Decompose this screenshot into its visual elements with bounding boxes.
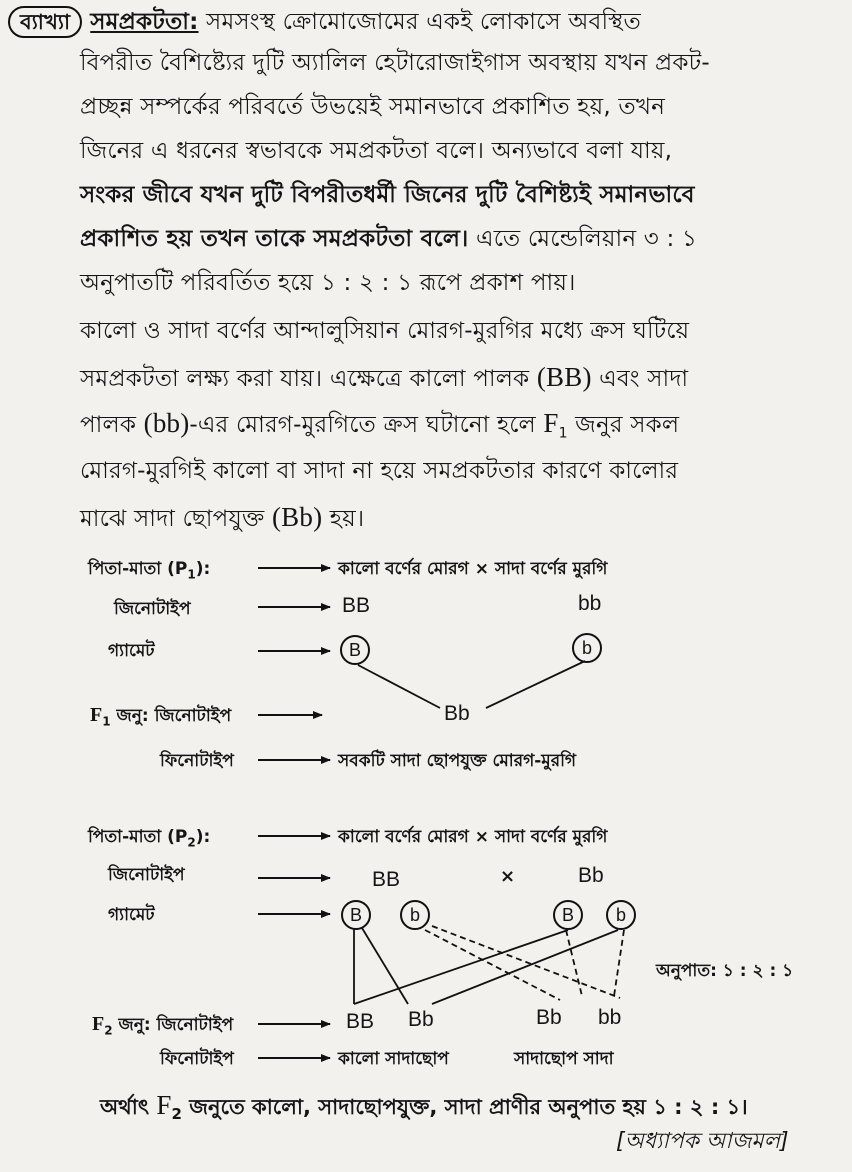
cross2-cross-symbol: ×	[500, 866, 516, 887]
explanation-line-4: জিনের এ ধরনের স্বভাবকে সমপ্রকটতা বলে। অন্যভাবে বলা যায়,	[80, 138, 673, 164]
line12-a: মাঝে সাদা ছোপযুক্ত	[80, 506, 272, 532]
cross1-gamete-left: B	[340, 635, 370, 665]
line1-text: সমসংস্থ ক্রোমোজোমের একই লোকাসে অবস্থিত	[206, 9, 641, 35]
cross1-f1-genotype: Bb	[444, 702, 470, 725]
cross2-f2-genotype-1: BB	[346, 1010, 375, 1033]
cross1-f1-text: জনু: জিনোটাইপ	[110, 706, 232, 726]
cross1-f1-label	[90, 703, 231, 731]
conclusion-f: F	[156, 1090, 172, 1120]
cross1-phenotype-value: সবকটি সাদা ছোপযুক্ত মোরগ-মুরগি	[338, 751, 577, 771]
explanation-line-5: সংকর জীবে যখন দুটি বিপরীতধর্মী জিনের দুটি বৈশিষ্ট্যই সমানভাবে	[80, 182, 695, 208]
cross2-parents-value: কালো বর্ণের মোরগ × সাদা বর্ণের মুরগি	[338, 827, 608, 847]
link-b-small-to-bb	[486, 661, 585, 708]
conclusion-prefix: অর্থাৎ	[100, 1095, 157, 1119]
cross2-f2-label	[92, 1012, 233, 1040]
explanation-line-11: মোরগ-মুরগিই কালো বা সাদা না হয়ে সমপ্রকটতার কারণে কালোর	[80, 458, 679, 484]
cross1-gamete-right: b	[572, 633, 602, 663]
cross2-f2-genotype-2: Bb	[408, 1008, 434, 1031]
line12-c: হয়।	[322, 506, 365, 532]
cross1-phenotype-label: ফিনোটাইপ	[160, 751, 234, 771]
codominance-term: সমপ্রকটতা:	[90, 9, 199, 35]
cross2-phenotype-right: সাদাছোপ সাদা	[514, 1049, 614, 1069]
line10-e: জনুর সকল	[567, 412, 680, 438]
cross2-parents-label	[88, 824, 210, 852]
line6-rest: এতে মেন্ডেলিয়ান ৩ : ১	[468, 226, 698, 252]
link-b-to-bb	[358, 665, 440, 708]
line10-genotype: (bb)	[143, 408, 190, 438]
cross2-genotype-label: জিনোটাইপ	[108, 865, 185, 885]
cross2-gamete-label: গ্যামেট	[108, 905, 155, 925]
cross1-parents-sub: 1	[187, 567, 196, 582]
line10-a: পালক	[80, 412, 144, 438]
cross1-genotype-left: BB	[342, 594, 371, 617]
cross2-phenotype-left: কালো সাদাছোপ	[338, 1049, 449, 1069]
cross2-gamete-3: B	[553, 900, 583, 930]
conclusion-line	[100, 1090, 748, 1126]
cross2-f2-genotype-4: bb	[598, 1006, 622, 1029]
cross2-gamete-4: b	[606, 900, 636, 930]
cross2-f2-sub: 2	[104, 1023, 113, 1038]
cross2-ratio: অনুপাত: ১ : ২ : ১	[656, 961, 794, 981]
cross2-parents-suffix: ):	[195, 827, 211, 847]
explanation-badge: ব্যাখ্যা	[8, 6, 82, 38]
cross2-f2-text: জনু: জিনোটাইপ	[112, 1015, 234, 1035]
cross1-parents-suffix: ):	[195, 559, 211, 579]
cross1-parents-text: পিতা-মাতা (P	[88, 559, 188, 579]
cross2-gamete-1: B	[341, 900, 371, 930]
cross2-genotype-left: BB	[372, 868, 401, 891]
explanation-line-8: কালো ও সাদা বর্ণের আন্দালুসিয়ান মোরগ-মুরগির মধ্যে ক্রস ঘটিয়ে	[80, 318, 690, 344]
cross1-parents-label	[88, 556, 210, 584]
explanation-line-2: বিপরীত বৈশিষ্ট্যের দুটি অ্যালিল হেটারোজাইগাস অবস্থায় যখন প্রকট-	[80, 50, 710, 76]
cross2-f2-prefix: F	[92, 1013, 105, 1035]
line12-genotype: (Bb)	[271, 502, 323, 532]
cross1-gamete-label: গ্যামেট	[108, 641, 155, 661]
conclusion-rest: জনুতে কালো, সাদাছোপযুক্ত, সাদা প্রাণীর অনুপাত হয় ১ : ২ : ১।	[181, 1095, 748, 1119]
cross2-gamete-2: b	[400, 900, 430, 930]
line9-a: সমপ্রকটতা লক্ষ্য করা যায়। এক্ষেত্রে কালো পালক	[80, 366, 537, 392]
cross1-genotype-right: bb	[578, 592, 602, 615]
cross1-f1-prefix: F	[90, 704, 103, 726]
explanation-line-7: অনুপাতটি পরিবর্তিত হয়ে ১ : ২ : ১ রূপে প্রকাশ পায়।	[80, 270, 576, 296]
line10-f: F	[543, 408, 559, 438]
cross2-genotype-right: Bb	[578, 864, 604, 887]
author-signature: [অধ্যাপক আজমল]	[616, 1129, 789, 1154]
conclusion-sub: 2	[171, 1105, 182, 1124]
cross1-genotype-label: জিনোটাইপ	[114, 599, 191, 619]
line10-c: -এর মোরগ-মুরগিতে ক্রস ঘটানো হলে	[189, 412, 544, 438]
explanation-line-3: প্রচ্ছন্ন সম্পর্কের পরিবর্তে উভয়েই সমানভাবে প্রকাশিত হয়, তখন	[80, 94, 666, 120]
cross2-parents-text: পিতা-মাতা (P	[88, 827, 188, 847]
cross1-f1-sub: 1	[102, 714, 111, 729]
line6-bold: প্রকাশিত হয় তখন তাকে সমপ্রকটতা বলে।	[80, 226, 469, 252]
cross2-f2-genotype-3: Bb	[536, 1006, 562, 1029]
line9-c: এবং সাদা	[591, 366, 689, 392]
line9-genotype: (BB)	[536, 362, 592, 392]
cross2-parents-sub: 2	[187, 835, 196, 850]
cross1-parents-value: কালো বর্ণের মোরগ × সাদা বর্ণের মুরগি	[338, 559, 608, 579]
cross2-phenotype-label: ফিনোটাইপ	[160, 1049, 234, 1069]
line10-sub: 1	[558, 425, 568, 442]
